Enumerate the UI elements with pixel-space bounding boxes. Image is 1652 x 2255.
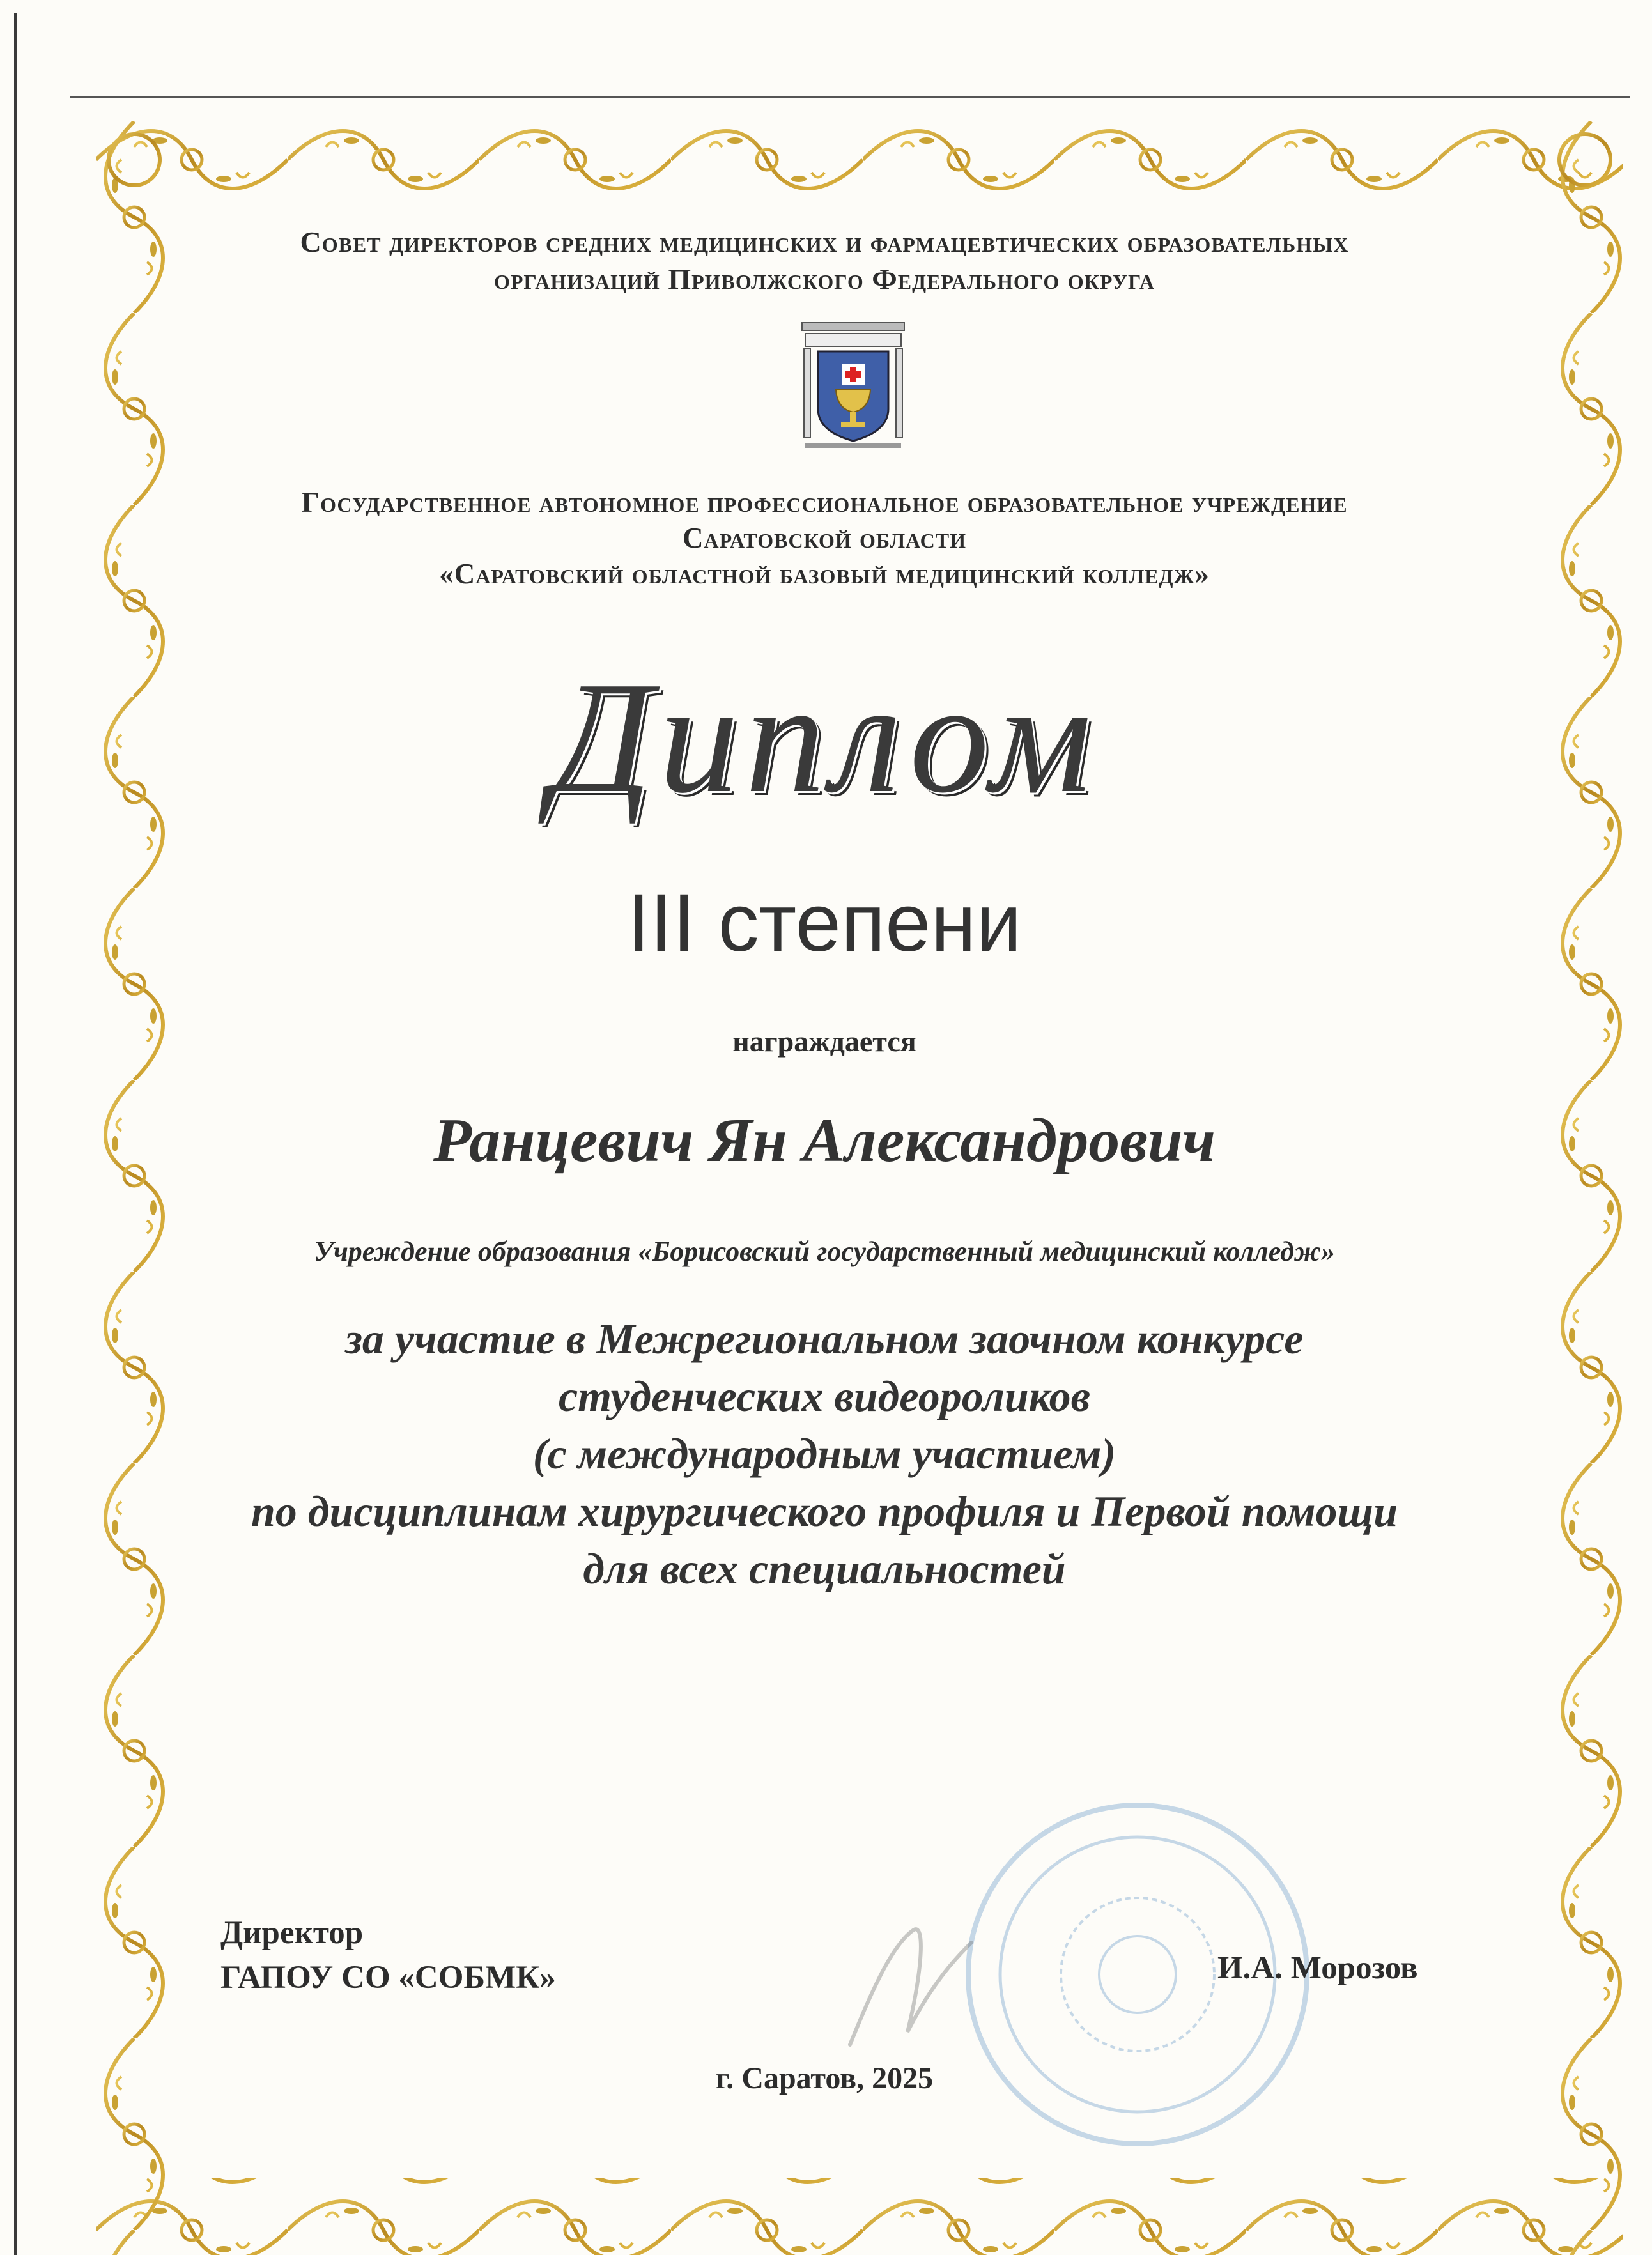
- diploma-title: Диплом: [550, 649, 1099, 826]
- recipient-institution: Учреждение образования «Борисовский государственный медицинский колледж»: [314, 1236, 1335, 1267]
- college-emblem-icon: [799, 319, 907, 454]
- college-line-1: Государственное автономное профессиональное образовательное учреждение: [301, 486, 1348, 518]
- handwritten-signature-icon: [837, 1904, 984, 2070]
- college-heading: [192, 484, 1457, 592]
- scan-edge-line: [14, 13, 17, 2255]
- signer-name: И.А. Морозов: [1217, 1950, 1418, 1986]
- reason-line-5: для всех специальностей: [583, 1544, 1066, 1593]
- council-heading: [192, 224, 1457, 298]
- council-line-1: Совет директоров средних медицинских и фармацевтических образовательных: [300, 226, 1349, 258]
- council-line-2: организаций Приволжского Федерального округа: [493, 263, 1155, 295]
- award-reason: [192, 1310, 1457, 1597]
- reason-line-4: по дисциплинам хирургического профиля и Первой помощи: [251, 1487, 1398, 1535]
- awarded-label: награждается: [732, 1025, 916, 1058]
- page-top-edge: [70, 96, 1630, 98]
- recipient-name: Ранцевич Ян Александрович: [433, 1106, 1216, 1175]
- signer-role: [220, 1911, 556, 2000]
- college-line-3: «Саратовский областной базовый медицинский колледж»: [439, 558, 1210, 590]
- college-line-2: Саратовской области: [682, 522, 966, 554]
- reason-line-1: за участие в Межрегиональном заочном конкурсе: [345, 1314, 1304, 1363]
- reason-line-3: (с международным участием): [532, 1429, 1116, 1478]
- reason-line-2: студенческих видеороликов: [559, 1372, 1090, 1420]
- signer-role-line-1: Директор: [220, 1915, 364, 1951]
- place-date: г. Саратов, 2025: [715, 2061, 934, 2095]
- diploma-degree: III степени: [627, 877, 1022, 969]
- signer-role-line-2: ГАПОУ СО «СОБМК»: [220, 1960, 556, 1996]
